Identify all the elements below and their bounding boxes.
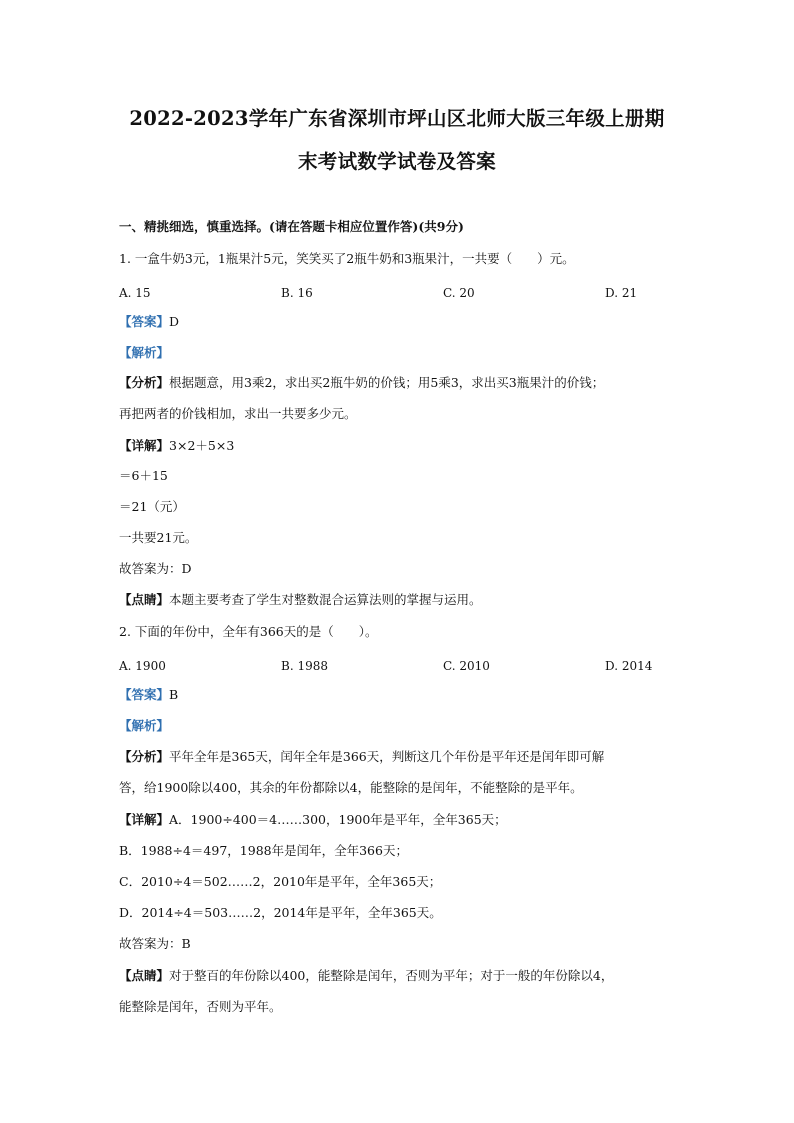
question-1-stem: 1. 一盒牛奶3元，1瓶果汁5元，笑笑买了2瓶牛奶和3瓶果汁，一共要（ ）元。 — [119, 251, 575, 266]
xiangjie-text: A．1900÷400＝4……300，1900年是平年，全年365天； — [169, 812, 507, 827]
question-2-xiangjie — [119, 812, 507, 828]
question-2-analysis-tag — [119, 718, 169, 734]
question-2-detail-d: D．2014÷4＝503……2，2014年是平年，全年365天。 — [119, 905, 442, 920]
question-2-stem: 2. 下面的年份中，全年有366天的是（ ）。 — [119, 624, 378, 639]
xiangjie-tag: 【详解】 — [119, 812, 170, 827]
question-2-detail-b: B．1988÷4＝497，1988年是闰年，全年366天； — [119, 843, 408, 858]
answer-value: B — [169, 687, 179, 702]
question-2-option-d: D. 2014 — [605, 659, 653, 673]
question-2-conclusion: 故答案为：B — [119, 936, 191, 951]
question-2-option-b: B. 1988 — [281, 659, 328, 673]
question-1-calc-line-2: ＝6＋15 — [119, 468, 168, 483]
question-1-option-c: C. 20 — [443, 286, 475, 300]
question-2-fenxi-line-2: 答，给1900除以400，其余的年份都除以4，能整除的是闰年，不能整除的是平年。 — [119, 780, 583, 795]
question-1-calc-line-3: ＝21（元） — [119, 499, 185, 514]
question-2-option-c: C. 2010 — [443, 659, 490, 673]
answer-value: D — [169, 314, 180, 329]
document-title-line-1: 2022-2023学年广东省深圳市坪山区北师大版三年级上册期 — [129, 107, 665, 130]
fenxi-tag: 【分析】 — [119, 375, 170, 390]
question-1-conclusion: 故答案为：D — [119, 561, 192, 576]
question-2-dianjing — [119, 968, 613, 984]
dianjing-tag: 【点睛】 — [119, 968, 170, 983]
question-1-option-b: B. 16 — [281, 286, 313, 300]
question-1-fenxi-line-2: 再把两者的价钱相加，求出一共要多少元。 — [119, 406, 357, 421]
document-title-line-2: 末考试数学试卷及答案 — [297, 150, 496, 173]
question-1-answer — [119, 314, 179, 330]
question-1-fenxi — [119, 375, 604, 391]
xiangjie-tag: 【详解】 — [119, 438, 170, 453]
analysis-tag: 【解析】 — [119, 718, 170, 733]
question-1-xiangjie — [119, 438, 234, 454]
analysis-tag: 【解析】 — [119, 345, 170, 360]
dianjing-text: 对于整百的年份除以400，能整除是闰年，否则为平年；对于一般的年份除以4， — [169, 968, 614, 983]
dianjing-text: 本题主要考查了学生对整数混合运算法则的掌握与运用。 — [169, 592, 482, 607]
answer-tag: 【答案】 — [119, 687, 170, 702]
question-1-option-a: A. 15 — [119, 286, 151, 300]
question-1-option-d: D. 21 — [605, 286, 638, 300]
question-2-detail-c: C．2010÷4＝502……2，2010年是平年，全年365天； — [119, 874, 442, 889]
fenxi-tag: 【分析】 — [119, 749, 170, 764]
dianjing-tag: 【点睛】 — [119, 592, 170, 607]
xiangjie-text: 3×2＋5×3 — [169, 438, 235, 453]
question-1-calc-line-4: 一共要21元。 — [119, 530, 198, 545]
fenxi-text: 平年全年是365天，闰年全年是366天，判断这几个年份是平年还是闰年即可解 — [169, 749, 605, 764]
fenxi-text: 根据题意，用3乘2，求出买2瓶牛奶的价钱；用5乘3，求出买3瓶果汁的价钱； — [169, 375, 605, 390]
question-2-option-a: A. 1900 — [119, 659, 166, 673]
question-1-dianjing — [119, 592, 482, 608]
answer-tag: 【答案】 — [119, 314, 170, 329]
question-2-answer — [119, 687, 178, 703]
question-1-analysis-tag — [119, 345, 169, 361]
question-2-dianjing-line-2: 能整除是闰年，否则为平年。 — [119, 999, 282, 1014]
question-2-fenxi — [119, 749, 604, 765]
section-heading: 一、精挑细选，慎重选择。(请在答题卡相应位置作答)(共9分) — [119, 219, 464, 234]
